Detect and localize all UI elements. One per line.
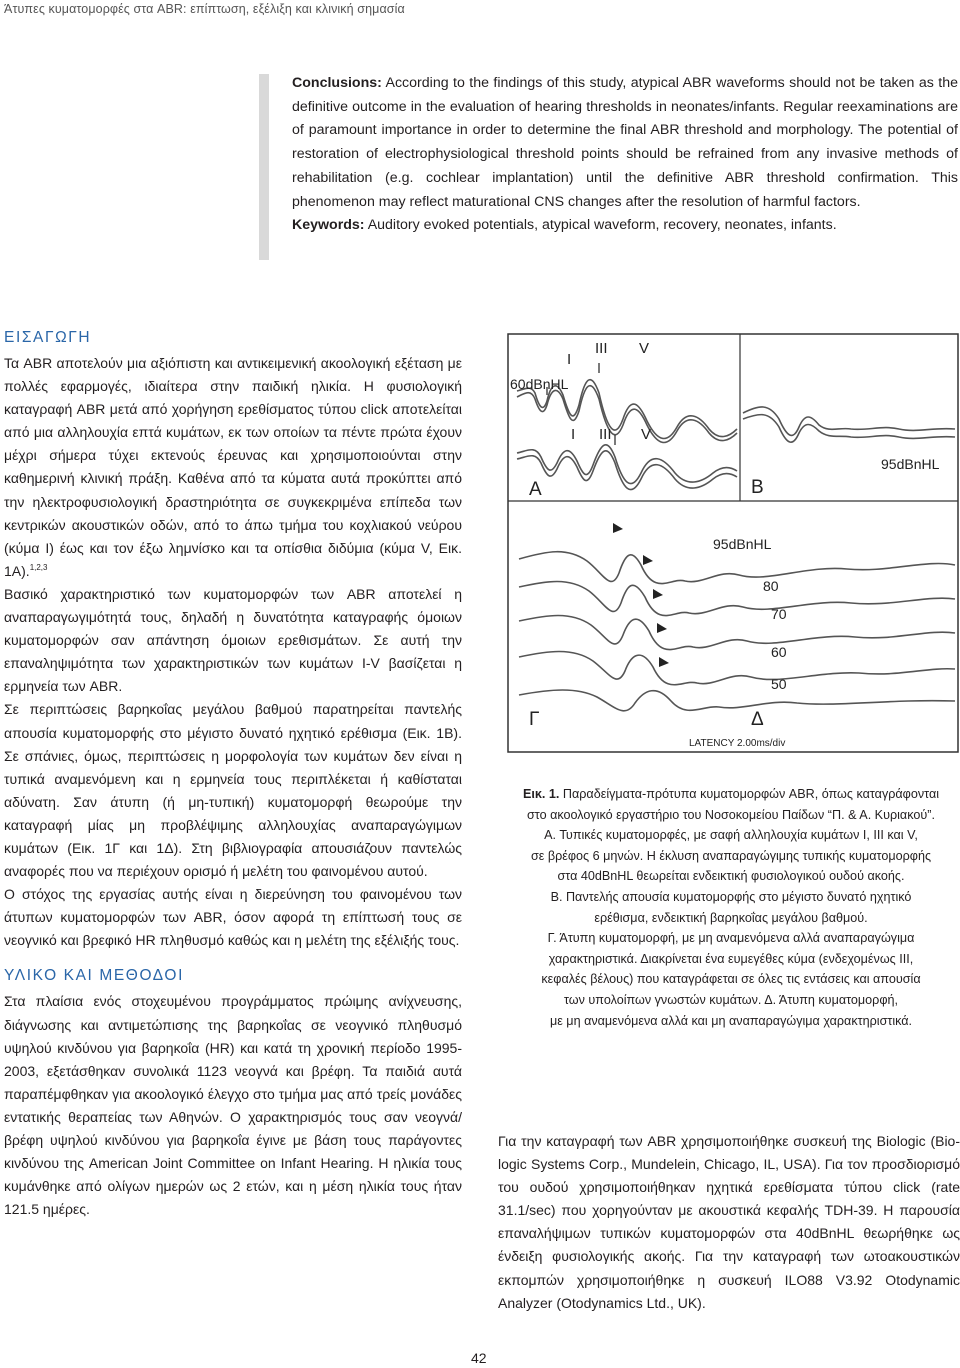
right-column <box>498 1130 960 1315</box>
intro-paragraph-2: Βασικό χαρακτηριστικό των κυματομορφών των ABR αποτελεί η αναπαραγωγιμότητά τους, δηλαδή η δυνατότητα καταγραφής όμοιων κυματομορφών σαν απάντηση όμοιων ερεθισμάτων. Σε αυτή την επαναληψιμότητα των χαρακτηριστικών των κυμάτων I-V βασίζεται η ερμηνεία των ABR. <box>4 585 462 695</box>
level-label-60db: 60dBnHL <box>510 376 569 392</box>
caption-line-2: στο ακοολογικό εργαστήριο του Νοσοκομείου Παίδων “Π. & Α. Κυριακού”. <box>527 807 935 822</box>
arrowhead-2 <box>643 555 653 565</box>
methods-paragraph-1: Στα πλαίσια ενός στοχευμένου προγράμματος πρώιμης ανίχνευσης, διάγνωσης και αντιμετώπισης της βαρηκοΐας σε νεογνικό πληθυσμό υψηλού κινδύνου για βαρηκοΐα (HR) και κατά τη χρονική περίοδο 1995-2003, εξετάσθηκαν συνολικά 1123 νεογνά και βρέφη. Τα παιδιά αυτά παραπέμφθηκαν για ακοολογικό έλεγχο στο τμήμα μας από τρείς μονάδες εντατικής θεραπείας των Αθηνών. Ο χαρακτηρισμός τους σαν νεογνά/βρέφη υψηλού κινδύνου για βαρηκοΐα έγινε με βάση τους παράγοντες κινδύνου της American Joint Committee on Infant Hearing. Η ηλικία τους κυμάνθηκε από ολίγων ημερών ως 2 ετών, και η μέση ηλικία τους ήταν 121.5 ημέρες. <box>4 993 462 1218</box>
caption-line-12: με μη αναμενόμενα αλλά και μη αναπαραγώγιμα χαρακτηριστικά. <box>549 1013 913 1028</box>
level-label-80: 80 <box>763 578 779 594</box>
intro-p1-text: Τα ABR αποτελούν μια αξιόπιστη και αντικειμενική ακοολογική εξέταση με πολλές εφαρμογές, ιδιαίτερα στην παιδική ηλικία. Η φυσιολογική καταγραφή ABR μετά από χορήγηση ερεθίσματος τύπου click αποτελείται από μια αλληλουχία επτά κυμάτων, εκ των οποίων τα πέντε πρώτα έχουν μέχρι σήμερα τύχει εκτενούς έρευνας και χρησιμοποιούνται στην καθημερινή κλινική πράξη. Καθένα από τα κύματα αυτά προκύπτει από την ηλεκτροφυσιολογική δραστηριότητα σε συγκεκριμένα επίπεδα των κεντρικών ακουστικών οδών, από το άπω τμήμα του κοχλιακού νεύρου (κύμα I) έως και τον έξω λημνίσκο και τα οπίσθια διδύμια (κύμα V, Εικ. 1Α). <box>4 355 462 579</box>
panel-a-trace-40db-1 <box>517 445 737 484</box>
caption-line-1 <box>498 784 960 805</box>
intro-paragraph-1 <box>4 352 462 583</box>
panel-label-b: B <box>751 477 764 498</box>
right-paragraph-1: Για την καταγραφή των ABR χρησιμοποιήθηκε συσκευή της Biologic (Bio-logic Systems Corp., Mundelein, Chicago, IL, USA). Για τον προσδιορισμό του ουδού χρησιμοποιήθηκαν ηχητικά ερεθίσματα τύπου click (rate 31.1/sec) που χορηγούνταν με ακουστικά κεφαλής TDH-39. Η παρουσία επαναλήψιμων τυπικών κυματομορφών στα 40dBnHL θεωρήθηκε ως ένδειξη φυσιολογικής ακοής. Για την καταγραφή των ωτοακουστικών εκπομπών χρησιμοποιήθηκε η συσκευή ILO88 V3.92 Otodynamic Analyzer (Otodynamics Ltd., UK). <box>498 1133 960 1311</box>
level-label-50: 50 <box>771 676 787 692</box>
wave-label-i-top: I <box>567 351 572 368</box>
arrowhead-4 <box>657 623 667 633</box>
keywords-paragraph <box>292 214 958 238</box>
conclusions-text: According to the findings of this study, atypical ABR waveforms should not be taken as the definitive outcome in the evaluation of hearing thresholds in neonates/infants. Regular reexaminations are of paramount importance in order to determine the final ABR threshold and morphology. The potential of restoration of electrophysiological threshold points should be refrained from any invasive methods of rehabilitation (e.g. cochlear implantation) until the definitive ABR threshold confirmation. This phenomenon may reflect maturational CNS changes after the resolution of harmful factors. <box>292 75 958 210</box>
panel-g-trace-70db <box>519 616 955 650</box>
wave-label-v-top: V <box>639 340 650 357</box>
caption-line-9: χαρακτηριστικά. Διακρίνεται ένα ευμεγέθες κύμα (ενδεχομένως III, <box>548 951 914 966</box>
abr-figure <box>507 333 959 753</box>
keywords-text: Auditory evoked potentials, atypical waveform, recovery, neonates, infants. <box>364 217 837 234</box>
caption-line-5: στα 40dBnHL θεωρείται ενδεικτική φυσιολογικού ουδού ακοής. <box>557 869 905 884</box>
panel-g-trace-80db <box>519 582 955 616</box>
level-label-70: 70 <box>771 606 787 622</box>
latency-label: LATENCY 2.00ms/div <box>689 738 786 749</box>
level-label-60: 60 <box>771 644 787 660</box>
caption-line-8: Γ. Άτυπη κυματομορφή, με μη αναμενόμενα αλλά αναπαραγώγιμα <box>547 931 915 946</box>
running-head: Άτυπες κυματομορφές στα ABR: επίπτωση, εξέλιξη και κλινική σημασία <box>4 2 405 16</box>
intro-p1-ref: 1,2,3 <box>29 562 48 572</box>
intro-paragraph-4: Ο στόχος της εργασίας αυτής είναι η διερεύνηση του φαινομένου των άτυπων κυματομορφών των ABR, όσον αφορά τη επίπτωσή τους σε νεογνικό και βρεφικό HR πληθυσμό καθώς και η μελέτη της εξέλιξής τους. <box>4 886 462 949</box>
abstract <box>292 72 958 238</box>
left-column <box>4 328 462 1221</box>
caption-line-10: κεφαλές βέλους) που καταγράφεται σε όλες τις εντάσεις και απουσία <box>541 972 921 987</box>
caption-line-4: σε βρέφος 6 μηνών. Η έκλυση αναπαραγώγιμης τυπικής κυματομορφής <box>530 848 932 863</box>
wave-label-i-bottom: I <box>571 426 576 443</box>
panel-label-g: Γ <box>529 709 540 730</box>
panel-g-trace-50db <box>519 690 955 711</box>
page-number: 42 <box>471 1350 487 1366</box>
caption-line-6: Β. Παντελής απουσία κυματομορφής στο μέγιστο δυνατό ηχητικό <box>550 889 912 904</box>
panel-g-trace-95db <box>519 552 955 584</box>
level-label-95db-g: 95dBnHL <box>713 536 772 552</box>
conclusions-label: Conclusions: <box>292 75 382 91</box>
arrowhead-3 <box>653 589 663 599</box>
methods-heading: ΥΛΙΚΟ ΚΑΙ ΜΕΘΟΔΟΙ <box>4 967 184 985</box>
panel-a-trace-60db-2 <box>517 386 737 443</box>
caption-label: Εικ. 1. <box>522 787 560 801</box>
abstract-bar <box>259 74 269 260</box>
conclusions-paragraph <box>292 72 958 214</box>
keywords-label: Keywords: <box>292 217 365 234</box>
wave-label-iii-top: III <box>595 340 608 357</box>
abr-figure-svg <box>507 333 959 753</box>
figure-caption <box>498 784 960 1031</box>
level-label-95db-b: 95dBnHL <box>881 456 940 472</box>
wave-label-iii-bottom: III <box>599 426 612 443</box>
caption-line-3: Α. Τυπικές κυματομορφές, με σαφή αλληλουχία κυμάτων I, III και V, <box>544 828 918 843</box>
panel-label-d: Δ <box>751 709 764 730</box>
arrowhead-1 <box>613 523 623 533</box>
wave-label-v-bottom: V <box>641 426 652 443</box>
caption-line-7: ερέθισμα, ενδεικτική βαρηκοΐας μεγάλου βαθμού. <box>594 910 868 925</box>
arrowhead-5 <box>659 657 669 667</box>
intro-paragraph-3: Σε περιπτώσεις βαρηκοΐας μεγάλου βαθμού παρατηρείται παντελής απουσία κυματομορφής στο μέγιστο δυνατό ηχητικό ερέθισμα (Εικ. 1Β). Σε σπάνιες, όμως, περιπτώσεις η μορφολογία των κυμάτων δεν είναι η τυπικά αναμενόμενη και η ερμηνεία τους περιπλέκεται ή καθίσταται αδύνατη. Σαν άτυπη (ή μη-τυπική) κυματομορφή θεωρούμε την καταγραφή μίας μη προβλέψιμης αλληλουχίας αναπαραγώγιμων κυμάτων (Εικ. 1Γ και 1Δ). Στη βιβλιογραφία απουσιάζουν παντελώς αναφορές που να περιέχουν ορισμό ή μελέτη του φαινομένου αυτού. <box>4 701 462 880</box>
caption-line-11: των υπολοίπων γνωστών κυμάτων. Δ. Άτυπη κυματομορφή, <box>564 992 898 1007</box>
panel-label-a: A <box>529 479 542 500</box>
intro-heading: ΕΙΣΑΓΩΓΗ <box>4 329 92 346</box>
panel-g-trace-60db <box>519 652 955 685</box>
caption-line-1-text: Παραδείγματα-πρότυπα κυματομορφών ABR, όπως καταγράφονται <box>562 787 940 801</box>
